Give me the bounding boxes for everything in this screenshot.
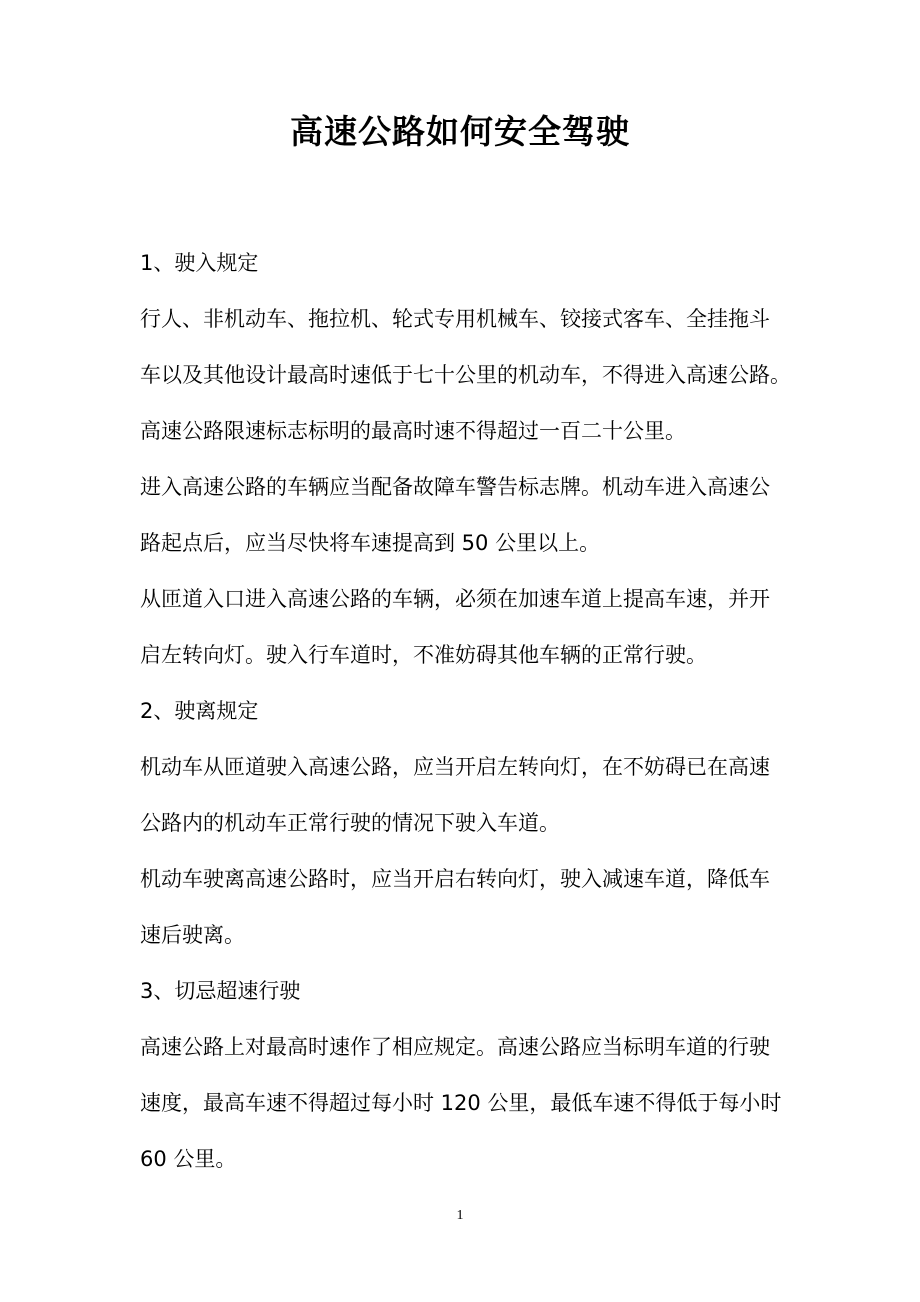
paragraph-line: 路起点后，应当尽快将车速提高到 50 公里以上。 [140,531,601,555]
paragraph-line: 机动车从匝道驶入高速公路，应当开启左转向灯，在不妨碍已在高速 [140,755,770,779]
document-title: 高速公路如何安全驾驶 [290,112,630,151]
paragraph-line: 进入高速公路的车辆应当配备故障车警告标志牌。机动车进入高速公 [140,475,770,499]
paragraph-line: 机动车驶离高速公路时，应当开启右转向灯，驶入减速车道，降低车 [140,867,770,891]
paragraph-line: 启左转向灯。驶入行车道时，不准妨碍其他车辆的正常行驶。 [140,643,707,667]
paragraph-line: 公路内的机动车正常行驶的情况下驶入车道。 [140,811,560,835]
paragraph-line: 高速公路限速标志标明的最高时速不得超过一百二十公里。 [140,419,686,443]
paragraph-line: 从匝道入口进入高速公路的车辆，必须在加速车道上提高车速，并开 [140,587,770,611]
section-heading-3: 3、切忌超速行驶 [140,979,301,1003]
paragraph-line: 速度，最高车速不得超过每小时 120 公里，最低车速不得低于每小时 [140,1091,782,1115]
section-heading-2: 2、驶离规定 [140,699,259,723]
paragraph-line: 60 公里。 [140,1147,237,1171]
paragraph-line: 行人、非机动车、拖拉机、轮式专用机械车、铰接式客车、全挂拖斗 [140,307,770,331]
paragraph-line: 车以及其他设计最高时速低于七十公里的机动车，不得进入高速公路。 [140,363,791,387]
section-heading-1: 1、驶入规定 [140,251,259,275]
page-number: 1 [456,1208,464,1223]
paragraph-line: 高速公路上对最高时速作了相应规定。高速公路应当标明车道的行驶 [140,1035,770,1059]
paragraph-line: 速后驶离。 [140,923,245,947]
